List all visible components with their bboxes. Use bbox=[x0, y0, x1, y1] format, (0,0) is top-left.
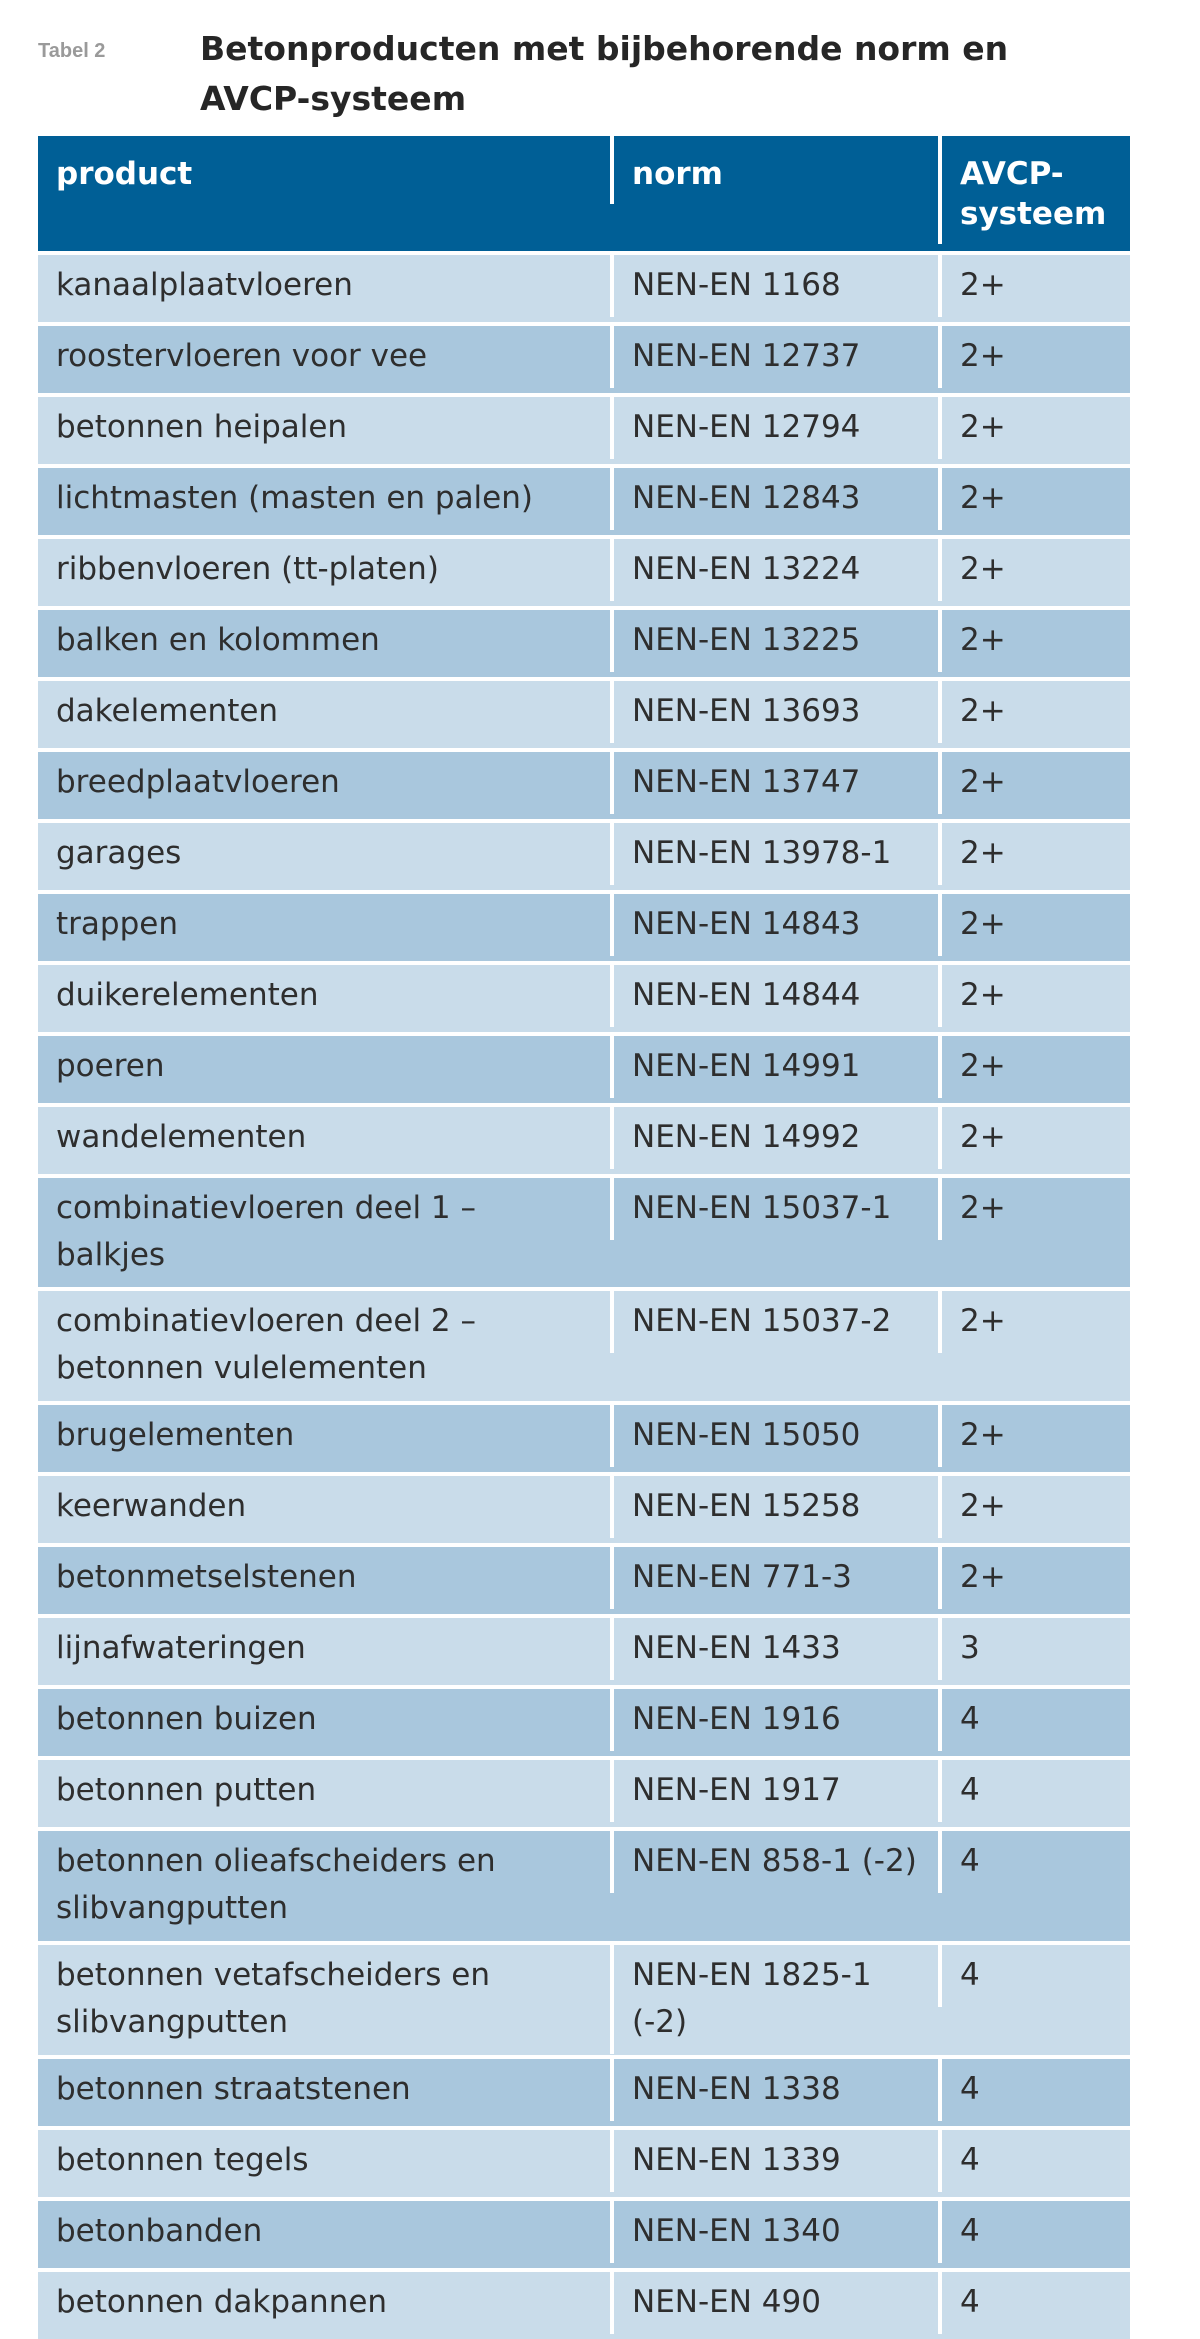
table-row bbox=[38, 2055, 1130, 2126]
norm-cell: NEN-EN 771-3 bbox=[610, 1547, 938, 1609]
table-row bbox=[38, 1543, 1130, 1614]
product-cell: lijnafwateringen bbox=[56, 1630, 306, 1666]
product-cell: poeren bbox=[56, 1048, 165, 1084]
avcp-cell: 2+ bbox=[938, 681, 1130, 743]
table-caption-label: Tabel 2 bbox=[38, 40, 106, 62]
table-row bbox=[38, 535, 1130, 606]
avcp-cell: 2+ bbox=[938, 1405, 1130, 1467]
norm-cell: NEN-EN 1339 bbox=[610, 2130, 938, 2192]
norm-cell: NEN-EN 1825-1 (-2) bbox=[610, 1945, 938, 2054]
avcp-cell: 4 bbox=[938, 2272, 1130, 2334]
avcp-cell: 2+ bbox=[938, 610, 1130, 672]
avcp-cell: 2+ bbox=[938, 752, 1130, 814]
table-row bbox=[38, 961, 1130, 1032]
product-cell: betonnen straatstenen bbox=[56, 2071, 411, 2107]
norm-cell: NEN-EN 1916 bbox=[610, 1689, 938, 1751]
product-cell: betonnen putten bbox=[56, 1772, 317, 1808]
product-cell: brugelementen bbox=[56, 1417, 295, 1453]
norm-cell: NEN-EN 14844 bbox=[610, 965, 938, 1027]
norm-cell: NEN-EN 14991 bbox=[610, 1036, 938, 1098]
column-header-norm: norm bbox=[610, 136, 938, 204]
avcp-cell: 2+ bbox=[938, 468, 1130, 530]
avcp-cell: 4 bbox=[938, 1689, 1130, 1751]
norm-cell: NEN-EN 14992 bbox=[610, 1107, 938, 1169]
avcp-cell: 4 bbox=[938, 2201, 1130, 2263]
product-cell: combinatievloeren deel 1 – balkjes bbox=[56, 1190, 476, 1273]
table-row bbox=[38, 1401, 1130, 1472]
product-cell: garages bbox=[56, 835, 182, 871]
table-row bbox=[38, 819, 1130, 890]
norm-cell: NEN-EN 1340 bbox=[610, 2201, 938, 2263]
product-cell: betonnen buizen bbox=[56, 1701, 317, 1737]
table-row bbox=[38, 1287, 1130, 1401]
product-cell: dakelementen bbox=[56, 693, 279, 729]
table-body bbox=[38, 251, 1130, 2339]
product-cell: betonnen vetafscheiders en slibvangputten bbox=[56, 1957, 490, 2040]
norm-cell: NEN-EN 13693 bbox=[610, 681, 938, 743]
norm-cell: NEN-EN 858-1 (-2) bbox=[610, 1831, 938, 1893]
product-cell: roostervloeren voor vee bbox=[56, 338, 428, 374]
norm-cell: NEN-EN 13978-1 bbox=[610, 823, 938, 885]
avcp-cell: 2+ bbox=[938, 894, 1130, 956]
norm-cell: NEN-EN 1917 bbox=[610, 1760, 938, 1822]
product-cell: keerwanden bbox=[56, 1488, 247, 1524]
table-caption-title: Betonproducten met bijbehorende norm en AVCP-systeem bbox=[200, 29, 1009, 118]
avcp-cell: 2+ bbox=[938, 1107, 1130, 1169]
table-row bbox=[38, 677, 1130, 748]
avcp-cell: 4 bbox=[938, 1760, 1130, 1822]
norm-cell: NEN-EN 12737 bbox=[610, 326, 938, 388]
column-header-product: product bbox=[56, 156, 193, 192]
norm-cell: NEN-EN 1433 bbox=[610, 1618, 938, 1680]
norm-cell: NEN-EN 1338 bbox=[610, 2059, 938, 2121]
avcp-cell: 3 bbox=[938, 1618, 1130, 1680]
product-cell: kanaalplaatvloeren bbox=[56, 267, 353, 303]
table-row bbox=[38, 748, 1130, 819]
table-row bbox=[38, 1032, 1130, 1103]
avcp-cell: 4 bbox=[938, 2130, 1130, 2192]
avcp-cell: 2+ bbox=[938, 326, 1130, 388]
table-row bbox=[38, 1827, 1130, 1941]
norm-cell: NEN-EN 14843 bbox=[610, 894, 938, 956]
table-row bbox=[38, 1685, 1130, 1756]
avcp-cell: 2+ bbox=[938, 1036, 1130, 1098]
norm-cell: NEN-EN 1168 bbox=[610, 255, 938, 317]
product-cell: betonmetselstenen bbox=[56, 1559, 357, 1595]
norm-cell: NEN-EN 12843 bbox=[610, 468, 938, 530]
products-table bbox=[38, 136, 1130, 2339]
product-cell: betonnen tegels bbox=[56, 2142, 309, 2178]
table-row bbox=[38, 890, 1130, 961]
norm-cell: NEN-EN 15050 bbox=[610, 1405, 938, 1467]
avcp-cell: 4 bbox=[938, 1831, 1130, 1893]
table-row bbox=[38, 1174, 1130, 1287]
product-cell: breedplaatvloeren bbox=[56, 764, 340, 800]
product-cell: betonnen heipalen bbox=[56, 409, 348, 445]
table-row bbox=[38, 1756, 1130, 1827]
avcp-cell: 2+ bbox=[938, 1178, 1130, 1240]
avcp-cell: 4 bbox=[938, 2059, 1130, 2121]
table-row bbox=[38, 464, 1130, 535]
product-cell: ribbenvloeren (tt-platen) bbox=[56, 551, 439, 587]
norm-cell: NEN-EN 13747 bbox=[610, 752, 938, 814]
table-row bbox=[38, 606, 1130, 677]
norm-cell: NEN-EN 15037-1 bbox=[610, 1178, 938, 1240]
avcp-cell: 2+ bbox=[938, 255, 1130, 317]
avcp-cell: 2+ bbox=[938, 823, 1130, 885]
table-row bbox=[38, 1472, 1130, 1543]
product-cell: lichtmasten (masten en palen) bbox=[56, 480, 533, 516]
table-row bbox=[38, 1614, 1130, 1685]
norm-cell: NEN-EN 15258 bbox=[610, 1476, 938, 1538]
product-cell: betonnen dakpannen bbox=[56, 2284, 388, 2320]
table-row bbox=[38, 2268, 1130, 2339]
norm-cell: NEN-EN 13224 bbox=[610, 539, 938, 601]
table-row bbox=[38, 1103, 1130, 1174]
table-row bbox=[38, 322, 1130, 393]
table-header-row bbox=[38, 136, 1130, 251]
table-row bbox=[38, 2197, 1130, 2268]
product-cell: trappen bbox=[56, 906, 178, 942]
product-cell: balken en kolommen bbox=[56, 622, 380, 658]
product-cell: combinatievloeren deel 2 – betonnen vulelementen bbox=[56, 1303, 476, 1386]
product-cell: wandelementen bbox=[56, 1119, 307, 1155]
norm-cell: NEN-EN 15037-2 bbox=[610, 1291, 938, 1353]
avcp-cell: 4 bbox=[938, 1945, 1130, 2007]
avcp-cell: 2+ bbox=[938, 1291, 1130, 1353]
avcp-cell: 2+ bbox=[938, 965, 1130, 1027]
table-row bbox=[38, 1941, 1130, 2055]
avcp-cell: 2+ bbox=[938, 1476, 1130, 1538]
table-row bbox=[38, 251, 1130, 322]
norm-cell: NEN-EN 12794 bbox=[610, 397, 938, 459]
product-cell: betonbanden bbox=[56, 2213, 263, 2249]
table-row bbox=[38, 2126, 1130, 2197]
table-row bbox=[38, 393, 1130, 464]
avcp-cell: 2+ bbox=[938, 397, 1130, 459]
column-header-avcp: AVCP-systeem bbox=[938, 136, 1130, 244]
product-cell: duikerelementen bbox=[56, 977, 319, 1013]
avcp-cell: 2+ bbox=[938, 1547, 1130, 1609]
product-cell: betonnen olieafscheiders en slibvangputten bbox=[56, 1843, 496, 1926]
avcp-cell: 2+ bbox=[938, 539, 1130, 601]
norm-cell: NEN-EN 490 bbox=[610, 2272, 938, 2334]
norm-cell: NEN-EN 13225 bbox=[610, 610, 938, 672]
